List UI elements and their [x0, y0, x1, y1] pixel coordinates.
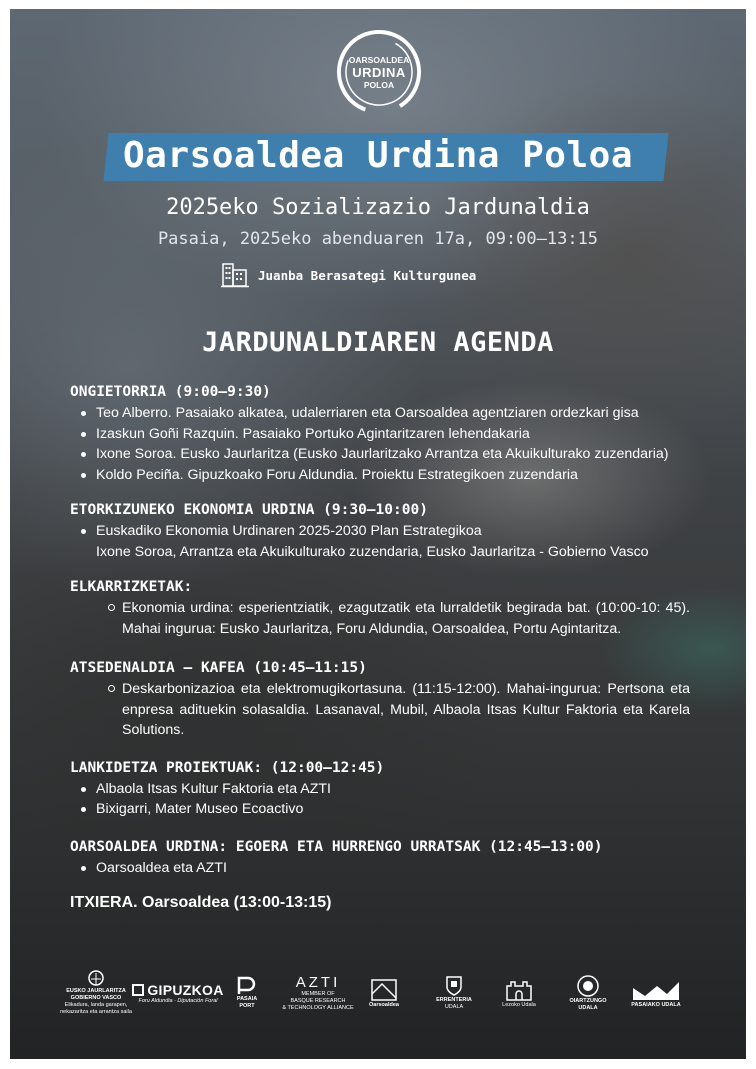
agenda-section — [70, 757, 690, 820]
list-item: Izaskun Goñi Razquin. Pasaiako Portuko Agintaritzaren lehendakaria — [70, 424, 690, 445]
agenda-heading: JARDUNALDIAREN AGENDA — [202, 327, 554, 358]
list-item-line: Euskadiko Ekonomia Urdinaren 2025-2030 Plan Estrategikoa — [96, 523, 482, 539]
agenda-section — [70, 381, 690, 485]
venue-name: Juanba Berasategi Kulturgunea — [258, 267, 477, 283]
eusko-jaurlaritza-logo — [60, 967, 132, 1019]
page-title: Oarsoaldea Urdina Poloa — [123, 135, 633, 176]
lezo-castle-icon — [504, 978, 534, 1002]
ej-line4: nekazaritza eta arrantza saila — [60, 1009, 132, 1015]
list-item: Koldo Peciña. Gipuzkoako Foru Aldundia. Proiektu Estrategikoen zuzendaria — [70, 465, 690, 486]
errenteria-shield-icon — [445, 975, 463, 997]
list-item: Albaola Itsas Kultur Faktoria eta AZTI — [70, 779, 690, 800]
gipuzkoa-sub: Foru Aldundia · Diputación Foral — [138, 997, 218, 1004]
section-title: ONGIETORRIA (9:00–9:30) — [70, 384, 271, 400]
oiartzun-line2: UDALA — [578, 1005, 598, 1011]
errenteria-logo — [434, 967, 474, 1019]
errenteria-sub: UDALA — [444, 1004, 464, 1010]
lezo-logo — [484, 967, 554, 1019]
gipuzkoa-name: GIPUZKOA — [147, 981, 224, 998]
sponsor-logos — [10, 967, 746, 1019]
oarsoaldea-urdina-poloa-logo — [334, 27, 424, 117]
ej-line3: Elikadura, landa garapen, — [64, 1002, 128, 1008]
pasaia-port-line2: PORT — [239, 1003, 255, 1009]
agenda-section — [70, 576, 690, 639]
gipuzkoa-logo — [132, 967, 224, 1019]
pasaia-udala-logo — [624, 967, 688, 1019]
list-item: Ekonomia urdina: esperientziatik, ezagutzatik eta lurraldetik begirada bat. (10:00-10: 45). Mahai ingurua: Eusko Jaurlaritza, Foru Aldundia, Oarsoaldea, Portu Agintaritza. — [70, 598, 690, 639]
oiartzun-seal-icon — [576, 974, 600, 998]
poster — [10, 9, 746, 1059]
azti-name: AZTI — [295, 974, 341, 991]
pasaia-port-line1: PASAIA — [236, 996, 258, 1002]
building-icon — [220, 260, 250, 290]
section-title: ELKARRIZKETAK: — [70, 579, 193, 595]
agenda-section — [70, 657, 690, 741]
list-item — [70, 521, 690, 562]
event-date-location: Pasaia, 2025eko abenduaren 17a, 09:00–13:15 — [157, 229, 599, 249]
venue — [220, 259, 476, 291]
lezo-name: Lezoko Udala — [502, 1001, 536, 1008]
azti-line2: BASQUE RESEARCH — [290, 998, 346, 1004]
agenda — [70, 381, 690, 912]
ej-line2: GOBIERNO VASCO — [70, 995, 122, 1001]
oiartzun-logo — [568, 967, 608, 1019]
azti-logo — [282, 967, 354, 1019]
list-item: Deskarbonizazioa eta elektromugikortasuna. (11:15-12:00). Mahai-ingurua: Pertsona eta enpresa adituekin solasaldia. Lasanaval, Mubil, Albaola Itsas Kultur Faktoria eta Karela Solutions. — [70, 679, 690, 741]
pasaia-port-icon — [236, 976, 258, 996]
basque-tree-icon — [85, 970, 107, 988]
oarsoaldea-name: Oarsoaldea — [369, 1001, 399, 1008]
oiartzun-line1: OIARTZUNGO — [569, 998, 607, 1004]
closing-title: ITXIERA. Oarsoaldea (13:00-13:15) — [70, 894, 332, 911]
oarsoaldea-logo — [364, 967, 404, 1019]
errenteria-name: ERRENTERIA — [436, 997, 472, 1003]
list-item-line: Ixone Soroa, Arrantza eta Akuikulturako zuzendaria, Eusko Jaurlaritza - Gobierno Vasco — [96, 543, 649, 560]
logo-line3: POLOA — [363, 79, 395, 90]
ej-line1: EUSKO JAURLARITZA — [66, 988, 126, 994]
event-subtitle: 2025eko Sozializazio Jardunaldia — [166, 195, 590, 220]
logo-line1: OARSOALDEA — [348, 54, 410, 65]
pasaia-port-logo — [232, 967, 262, 1019]
agenda-section — [70, 836, 690, 879]
list-item: Oarsoaldea eta AZTI — [70, 858, 690, 879]
pasaia-udala-name: PASAIAKO UDALA — [631, 1001, 681, 1008]
pasaia-udala-icon — [631, 978, 681, 1002]
section-title: ETORKIZUNEKO EKONOMIA URDINA (9:30–10:00) — [70, 502, 428, 518]
oarsoaldea-mark-icon — [370, 978, 398, 1002]
list-item: Ixone Soroa. Eusko Jaurlaritza (Eusko Jaurlaritzako Arrantza eta Akuikulturako zuzendaria) — [70, 444, 690, 465]
list-item: Bixigarri, Mater Museo Ecoactivo — [70, 799, 690, 820]
azti-line3: & TECHNOLOGY ALLIANCE — [282, 1005, 354, 1011]
section-title: LANKIDETZA PROIEKTUAK: (12:00–12:45) — [70, 759, 385, 776]
section-title: OARSOALDEA URDINA: EGOERA ETA HURRENGO URRATSAK (12:45–13:00) — [70, 838, 603, 855]
agenda-section — [70, 499, 690, 562]
agenda-section — [70, 894, 690, 912]
logo-line2: URDINA — [352, 64, 406, 80]
list-item: Teo Alberro. Pasaiako alkatea, udalerriaren eta Oarsoaldea agentziaren ordezkari gisa — [70, 403, 690, 424]
section-title: ATSEDENALDIA – KAFEA (10:45–11:15) — [70, 660, 367, 676]
gipuzkoa-mark-icon — [132, 984, 144, 996]
azti-line1: MEMBER OF — [301, 991, 335, 997]
